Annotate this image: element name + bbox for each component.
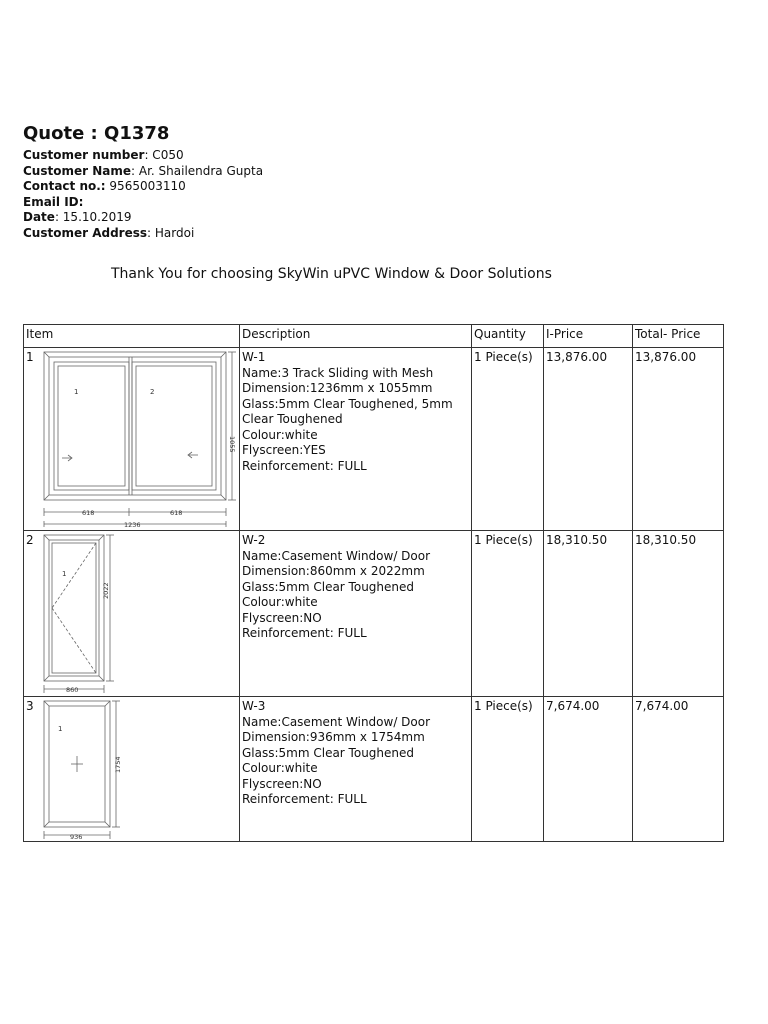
dimension-width-total: 1236: [124, 521, 141, 529]
i-price-cell: 7,674.00: [544, 697, 633, 842]
desc-name: Name:Casement Window/ Door: [242, 548, 431, 563]
quantity-cell: 1 Piece(s): [472, 531, 544, 697]
dimension-width: 860: [66, 686, 79, 694]
pane-label-1: 1: [62, 570, 67, 578]
contact-label: Contact no.:: [23, 179, 106, 193]
desc-name: Name:3 Track Sliding with Mesh: [242, 365, 434, 380]
i-price-cell: 13,876.00: [544, 348, 633, 531]
quantity-cell: 1 Piece(s): [472, 697, 544, 842]
window-drawing-casement: [40, 699, 140, 841]
desc-reinforcement: Reinforcement: FULL: [242, 458, 367, 473]
window-drawing-casement: [40, 533, 140, 695]
customer-name-label: Customer Name: [23, 163, 131, 178]
description-cell: [240, 348, 472, 531]
table-row: [24, 697, 724, 842]
pane-label-1: 1: [74, 388, 79, 396]
desc-colour: Colour:white: [242, 427, 318, 442]
desc-reinforcement: Reinforcement: FULL: [242, 626, 367, 640]
dimension-height: 1055: [228, 436, 236, 453]
desc-code: W-3: [242, 699, 266, 713]
dimension-height: 1754: [114, 756, 122, 773]
desc-dimension: Dimension:1236mm x 1055mm: [242, 381, 433, 395]
table-row: [24, 531, 724, 697]
contact-value: 9565003110: [105, 179, 186, 193]
email-line: [23, 195, 263, 211]
address-label: Customer Address: [23, 225, 148, 240]
table-header-row: [24, 325, 724, 348]
email-label: Email ID:: [23, 194, 84, 209]
desc-glass-cont: Clear Toughened: [242, 412, 343, 426]
item-number: 3: [26, 699, 34, 713]
pane-label-1: 1: [58, 725, 63, 733]
desc-name: Name:Casement Window/ Door: [242, 714, 431, 729]
customer-number-value: : C050: [144, 148, 184, 162]
desc-flyscreen: Flyscreen:NO: [242, 610, 322, 625]
desc-colour: Colour:white: [242, 761, 318, 775]
item-cell: [24, 348, 240, 531]
desc-reinforcement: Reinforcement: FULL: [242, 792, 367, 806]
total-price-cell: 18,310.50: [633, 531, 724, 697]
description-cell: [240, 531, 472, 697]
window-drawing-sliding: [40, 350, 235, 528]
desc-dimension: Dimension:860mm x 2022mm: [242, 564, 425, 578]
table-row: [24, 348, 724, 531]
item-number: 1: [26, 350, 34, 364]
date-label: Date: [23, 210, 55, 224]
desc-code: W-1: [242, 350, 266, 364]
thank-you-message: Thank You for choosing SkyWin uPVC Window & Door Solutions: [111, 266, 552, 282]
header-total-price: Total- Price: [633, 325, 724, 348]
total-price-cell: 7,674.00: [633, 697, 724, 842]
date-value: : 15.10.2019: [54, 210, 132, 224]
address-value: : Hardoi: [147, 225, 195, 240]
dimension-height: 2022: [102, 582, 110, 599]
customer-number-label: Customer number: [23, 148, 145, 162]
header-i-price: I-Price: [544, 325, 633, 348]
desc-dimension: Dimension:936mm x 1754mm: [242, 730, 425, 744]
item-number: 2: [26, 533, 34, 547]
header-quantity: Quantity: [472, 325, 544, 348]
quote-title: Quote : Q1378: [23, 123, 170, 144]
date-line: [23, 210, 263, 226]
customer-number-line: [23, 148, 263, 164]
quantity-cell: 1 Piece(s): [472, 348, 544, 531]
desc-code: W-2: [242, 533, 266, 547]
customer-name-line: [23, 164, 263, 180]
pane-label-2: 2: [150, 388, 155, 396]
total-price-cell: 13,876.00: [633, 348, 724, 531]
item-cell: [24, 531, 240, 697]
contact-line: [23, 179, 263, 195]
customer-name-value: : Ar. Shailendra Gupta: [131, 163, 264, 178]
desc-glass: Glass:5mm Clear Toughened: [242, 745, 415, 760]
address-line: [23, 226, 263, 242]
dimension-width-2: 618: [170, 509, 183, 517]
dimension-width: 936: [70, 833, 83, 841]
desc-glass: Glass:5mm Clear Toughened: [242, 579, 415, 594]
item-cell: [24, 697, 240, 842]
desc-colour: Colour:white: [242, 595, 318, 609]
desc-glass: Glass:5mm Clear Toughened, 5mm: [242, 396, 453, 411]
description-cell: [240, 697, 472, 842]
desc-flyscreen: Flyscreen:NO: [242, 776, 322, 791]
dimension-width-1: 618: [82, 509, 95, 517]
quote-header: [23, 122, 263, 241]
header-item: Item: [24, 325, 240, 348]
header-description: Description: [240, 325, 472, 348]
i-price-cell: 18,310.50: [544, 531, 633, 697]
desc-flyscreen: Flyscreen:YES: [242, 443, 326, 457]
items-table: [23, 324, 724, 842]
